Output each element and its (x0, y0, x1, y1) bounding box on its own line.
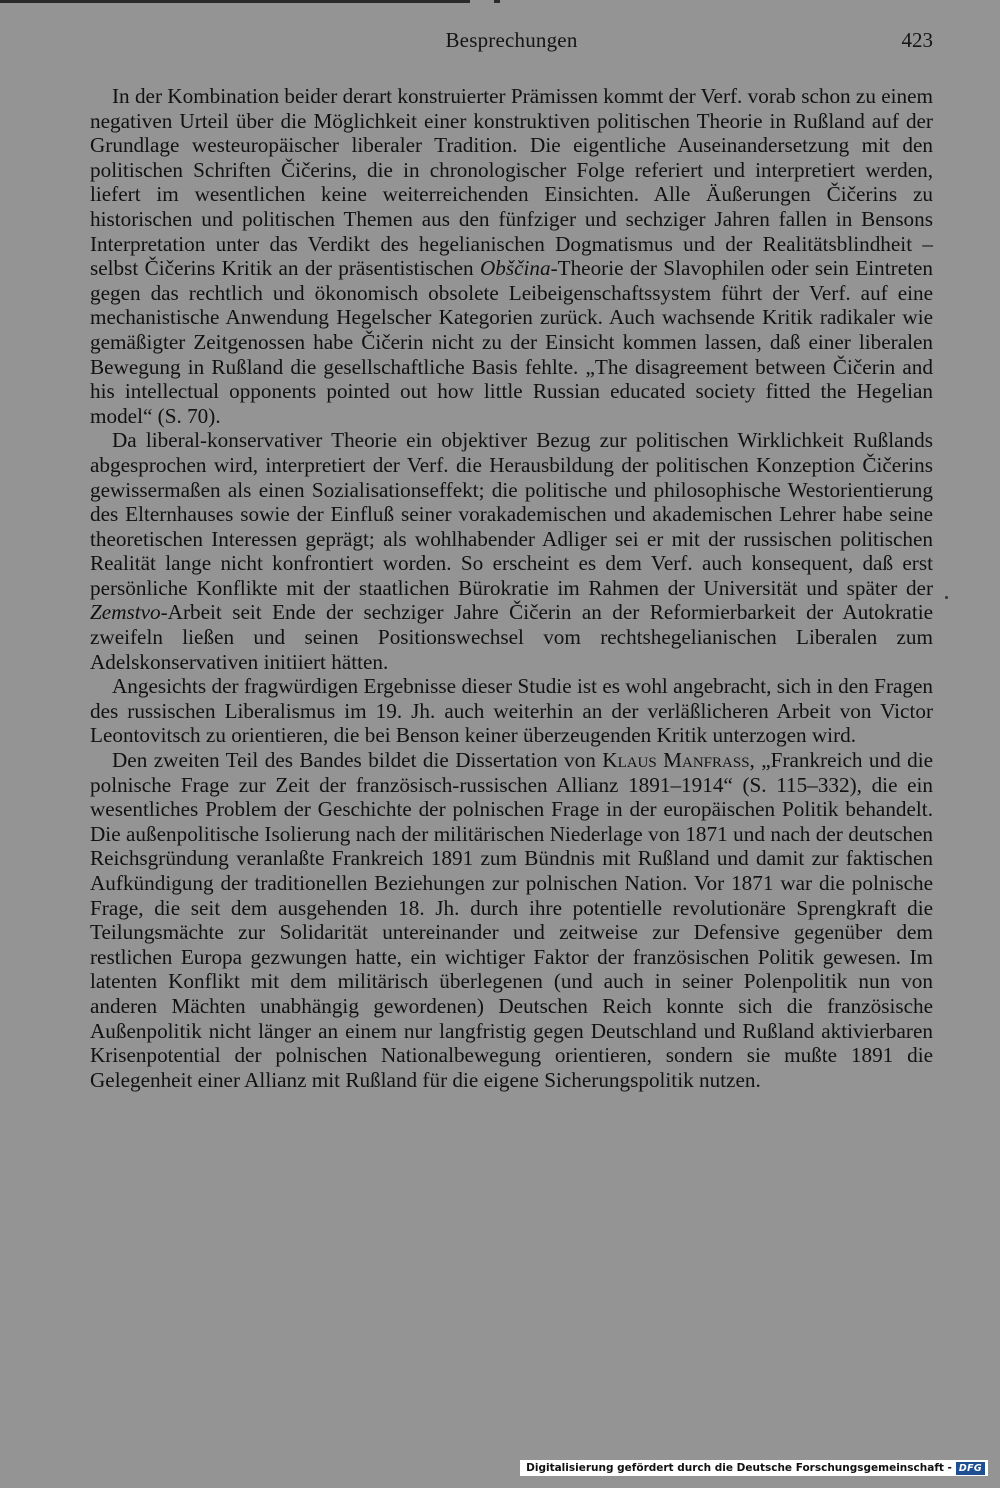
paragraph-1 (90, 84, 933, 428)
term-zemstvo: Zemstvo (90, 600, 161, 625)
running-title: Besprechungen (445, 28, 578, 52)
page-number: 423 (901, 28, 933, 52)
term-obscina: Obščina (479, 256, 551, 281)
digitization-footer (520, 1460, 988, 1476)
paragraph-3-text: Angesichts der fragwürdigen Ergebnisse dieser Studie ist es wohl angebracht, sich in den Fragen des russischen Liberalismus im 19. Jh. auch weiterhin an der verläßlicheren Arbeit von Victor Leontovitsch zu orientieren, die bei Benson keiner überzeugenden Kritik unterzogen wird. (90, 674, 933, 748)
paragraph-2-text-a: Da liberal-konservativer Theorie ein objektiver Bezug zur politischen Wirklichkeit Rußlands abgesprochen wird, interpretiert der Verf. die Herausbildung der politischen Konzeption Čičerins gewissermaßen als einen Sozialisationseffekt; die politische und philosophische Westorientierung des Elternhauses sowie der Einfluß seiner vorakademischen und akademischen Lehrer habe seine theoretischen Interessen geprägt; als wohlhabender Adliger sei er mit der russischen politischen Realität lange nicht konfrontiert worden. So erscheint es dem Verf. auch konsequent, daß erst persönliche Konflikte mit der staatlichen Bürokratie im Rahmen der Universität und später der (90, 428, 933, 600)
paragraph-2-text-b: -Arbeit seit Ende der sechziger Jahre Čičerin an der Reformierbarkeit der Autokratie zweifeln ließen und seinen Positionswechsel vom rechtshegelianischen Liberalen zum Adelskonservativen initiiert hätten. (90, 600, 933, 674)
paragraph-4-text-a: Den zweiten Teil des Bandes bildet die Dissertation von (112, 748, 603, 773)
page-header (90, 28, 933, 58)
paragraph-4 (90, 748, 933, 1092)
paragraph-1-text-b: -Theorie der Slavophilen oder sein Eintreten gegen das rechtlich und ökonomisch obsolete Leibeigenschaftssystem führt der Verf. auf eine mechanistische Anwendung Hegelscher Kategorien zurück. Auch wachsende Kritik radikaler wie gemäßigter Zeitgenossen habe Čičerin nicht zu der Einsicht kommen lassen, daß einer liberalen Bewegung in Rußland die gesellschaftliche Basis fehlte. „The disagreement between Čičerin and his intellectual opponents pointed out how little Russian educated society fitted the Hegelian model“ (S. 70). (90, 256, 933, 428)
paragraph-1-text-a: In der Kombination beider derart konstruierter Prämissen kommt der Verf. vorab schon zu einem negativen Urteil über die Möglichkeit einer konstruktiven politischen Theorie in Rußland auf der Grundlage westeuropäischer liberaler Tradition. Die eigentliche Auseinandersetzung mit den politischen Schriften Čičerins, die in chronologischer Folge referiert und interpretiert werden, liefert im wesentlichen keine weiterreichenden Einsichten. Alle Äußerungen Čičerins zu historischen und politischen Themen aus den fünfziger und sechziger Jahren fallen in Bensons Interpretation unter das Verdikt des hegelianischen Dogmatismus und der Realitätsblindheit – selbst Čičerins Kritik an der präsentistischen (90, 84, 933, 281)
body-text (90, 84, 933, 1092)
author-name: Klaus Manfrass (602, 748, 750, 773)
dfg-logo-icon: DFG (956, 1462, 985, 1475)
paragraph-3 (90, 674, 933, 748)
footer-text: Digitalisierung gefördert durch die Deutsche Forschungsgemeinschaft - (526, 1462, 952, 1474)
scan-speck (945, 596, 948, 599)
top-edge-mark (494, 0, 500, 3)
top-edge-rule (0, 0, 470, 3)
paragraph-2 (90, 428, 933, 674)
paragraph-4-text-b: , „Frankreich und die polnische Frage zur Zeit der französisch-russischen Allianz 1891–1914“ (S. 115–332), die ein wesentliches Problem der Geschichte der polnischen Frage in der europäischen Politik behandelt. Die außenpolitische Isolierung nach der militärischen Niederlage von 1871 und nach der deutschen Reichsgründung veranlaßte Frankreich 1891 zum Bündnis mit Rußland und damit zur faktischen Aufkündigung der traditionellen Beziehungen zur polnischen Nation. Vor 1871 war die polnische Frage, die seit dem ausgehenden 18. Jh. durch ihre potentielle revolutionäre Sprengkraft die Teilungsmächte zur Solidarität untereinander und zeitweise zur Defensive gegenüber dem restlichen Europa gezwungen hatte, ein wichtiger Faktor der französischen Politik gewesen. Im latenten Konflikt mit dem militärisch überlegenen (und auch in seiner Polenpolitik nun von anderen Mächten unabhängig gewordenen) Deutschen Reich konnte sich die französische Außenpolitik nicht länger an einem nur langfristig gegen Deutschland und Rußland aktivierbaren Krisenpotential der polnischen Nationalbewegung orientieren, sondern sie mußte 1891 die Gelegenheit einer Allianz mit Rußland für die eigene Sicherungspolitik nutzen. (90, 748, 933, 1092)
